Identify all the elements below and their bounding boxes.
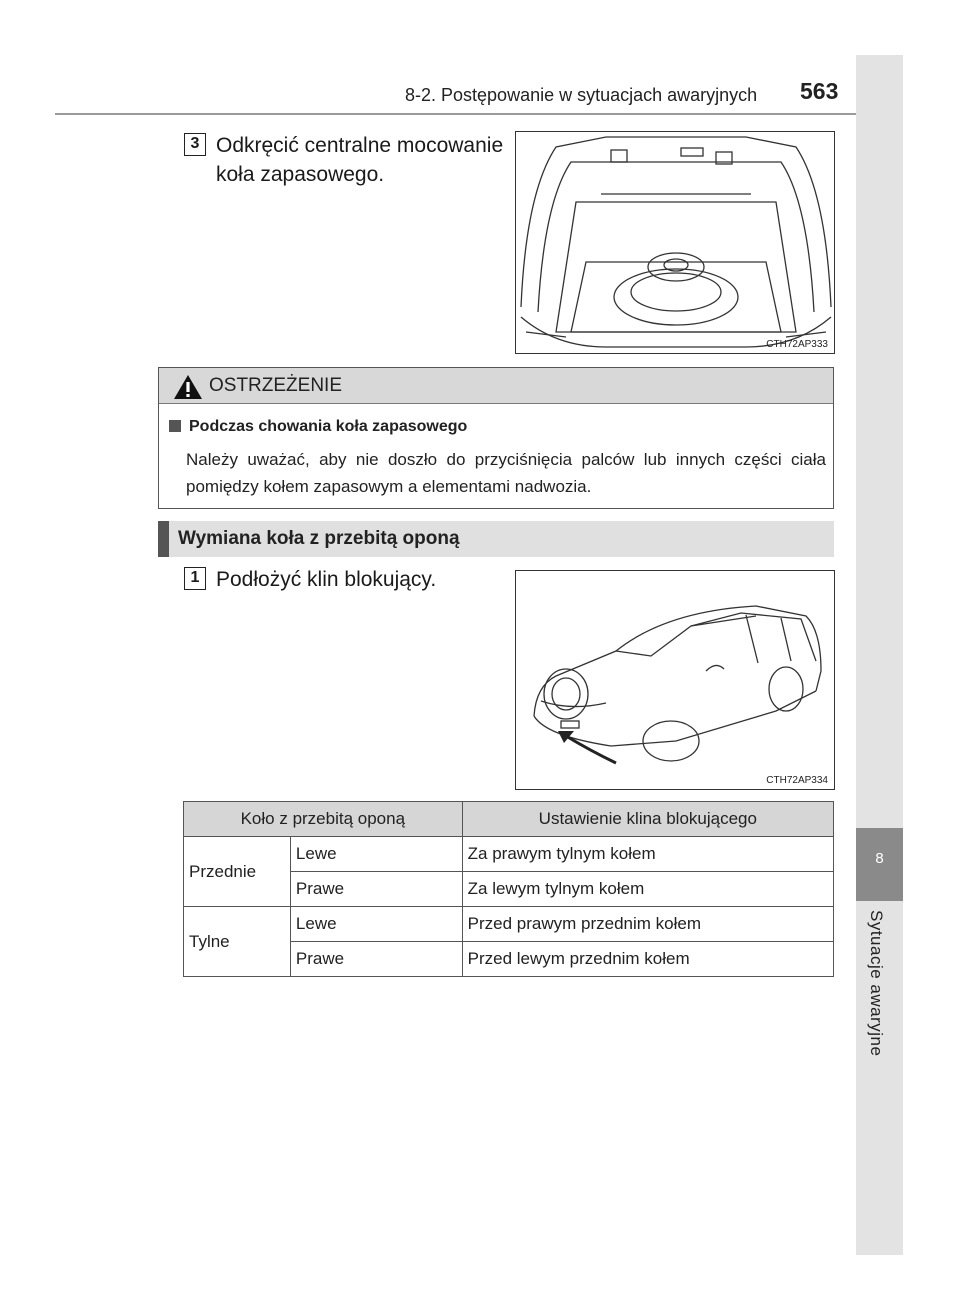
table-header-cell: Ustawienie klina blokującego (462, 802, 833, 837)
bullet-square-icon (169, 420, 181, 432)
table-cell-side: Prawe (290, 942, 462, 977)
step-1-number: 1 (184, 567, 206, 590)
header-rule (55, 113, 856, 115)
table-cell-group: Tylne (184, 907, 291, 977)
table-cell-group: Przednie (184, 837, 291, 907)
table-cell-placement: Za prawym tylnym kołem (462, 837, 833, 872)
step-1-text: Podłożyć klin blokujący. (216, 568, 437, 591)
section-heading (158, 521, 834, 557)
table-cell-placement: Przed prawym przednim kołem (462, 907, 833, 942)
warning-triangle-icon (173, 374, 203, 400)
table-cell-placement: Przed lewym przednim kołem (462, 942, 833, 977)
chapter-title: Sytuacje awaryjne (867, 910, 886, 1057)
table-row (184, 907, 834, 942)
warning-label: OSTRZEŻENIE (209, 375, 343, 396)
table-row (184, 837, 834, 872)
section-heading-text: Wymiana koła z przebitą oponą (178, 528, 460, 549)
chapter-side-tab (856, 55, 903, 1255)
chapter-number: 8 (875, 850, 884, 867)
step-3-text-line1: Odkręcić centralne mocowanie (216, 134, 504, 157)
table-cell-side: Lewe (290, 837, 462, 872)
warning-subheading (169, 418, 467, 436)
warning-header (159, 368, 833, 404)
figure-code-334: CTH72AP334 (766, 775, 828, 786)
warning-body: Należy uważać, aby nie doszło do przyciśnięcia palców lub innych części ciała pomiędzy kołem zapasowym a elementami nadwozia. (186, 450, 826, 496)
table-cell-side: Prawe (290, 872, 462, 907)
step-3-text-line2: koła zapasowego. (216, 163, 385, 186)
table-cell-side: Lewe (290, 907, 462, 942)
car-wheel-chock-illustration (515, 570, 835, 790)
step-3-number: 3 (184, 133, 206, 156)
warning-box (158, 367, 834, 509)
trunk-drawing (516, 132, 835, 354)
trunk-spare-wheel-illustration (515, 131, 835, 354)
table-header-row (184, 802, 834, 837)
wheel-chock-table (183, 801, 834, 977)
car-drawing (516, 571, 835, 790)
table-cell-placement: Za lewym tylnym kołem (462, 872, 833, 907)
figure-code-333: CTH72AP333 (766, 339, 828, 350)
page-number: 563 (800, 78, 839, 104)
table-header-cell: Koło z przebitą oponą (184, 802, 463, 837)
warning-subheading-text: Podczas chowania koła zapasowego (189, 418, 468, 435)
running-header: 8-2. Postępowanie w sytuacjach awaryjnych (405, 85, 758, 105)
